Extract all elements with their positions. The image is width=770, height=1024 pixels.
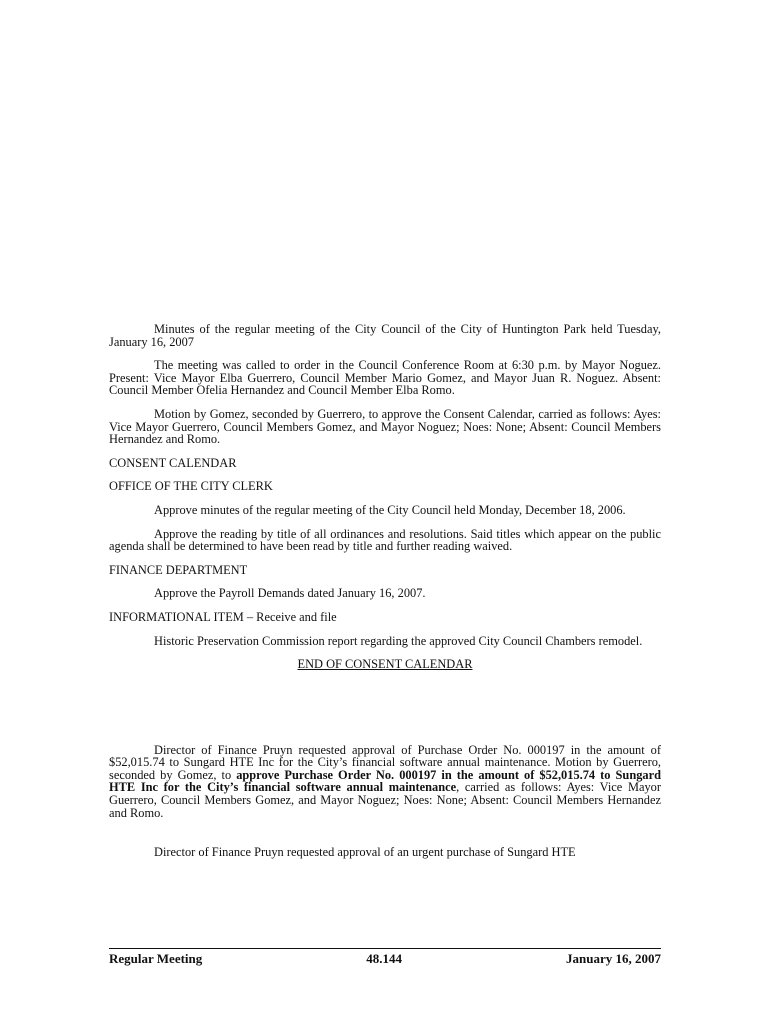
end-consent-heading: END OF CONSENT CALENDAR [297,657,473,672]
informational-heading: INFORMATIONAL ITEM – Receive and file [109,609,337,624]
finance-item-payroll: Approve the Payroll Demands dated January 16, 2007. [154,586,426,601]
city-clerk-heading: OFFICE OF THE CITY CLERK [109,479,273,494]
page-footer [109,948,661,967]
purchase-order-paragraph [109,744,661,820]
minutes-body [109,323,661,870]
consent-calendar-heading: CONSENT CALENDAR [109,455,237,470]
footer-meeting-type: Regular Meeting [109,951,203,966]
urgent-purchase-paragraph: Director of Finance Pruyn requested approval of an urgent purchase of Sungard HTE [154,845,576,860]
clerk-item-minutes: Approve minutes of the regular meeting of the City Council held Monday, December 18, 2006. [154,502,626,517]
purchase-order-intro: Director of Finance Pruyn requested approval of Purchase Order No. 000197 in the amount of $52,015.74 to Sungard HTE Inc for the City’s financial software annual maintenance. Motion by Guerrero, seconded by Gomez, to [109,742,661,782]
meeting-title-paragraph: Minutes of the regular meeting of the City Council of the City of Huntington Park held Tuesday, January 16, 2007 [109,322,661,349]
purchase-order-motion-bold: approve Purchase Order No. 000197 in the amount of $52,015.74 to Sungard HTE Inc for the City’s financial software annual maintenance [109,767,661,795]
info-item-historic: Historic Preservation Commission report regarding the approved City Council Chambers remodel. [154,633,643,648]
footer-page-number: 48.144 [366,951,403,966]
purchase-order-outro: , carried as follows: Ayes: Vice Mayor Guerrero, Council Members Gomez, and Mayor Noguez; Noes: None; Absent: Council Members Hernandez and Romo. [109,780,661,820]
clerk-item-reading: Approve the reading by title of all ordinances and resolutions. Said titles which appear on the public agenda shall be determined to have been read by title and further reading waived. [109,526,661,554]
call-to-order-paragraph: The meeting was called to order in the Council Conference Room at 6:30 p.m. by Mayor Noguez. Present: Vice Mayor Elba Guerrero, Council Member Mario Gomez, and Mayor Juan R. Noguez. Absent: Council Member Ofelia Hernandez and Council Member Elba Romo. [109,358,661,398]
finance-heading: FINANCE DEPARTMENT [109,562,248,577]
consent-motion-paragraph: Motion by Gomez, seconded by Guerrero, to approve the Consent Calendar, carried as follows: Ayes: Vice Mayor Guerrero, Council Members Gomez, and Mayor Noguez; Noes: None; Absent: Council Members Hernandez and Romo. [109,406,661,447]
footer-date: January 16, 2007 [566,951,661,966]
